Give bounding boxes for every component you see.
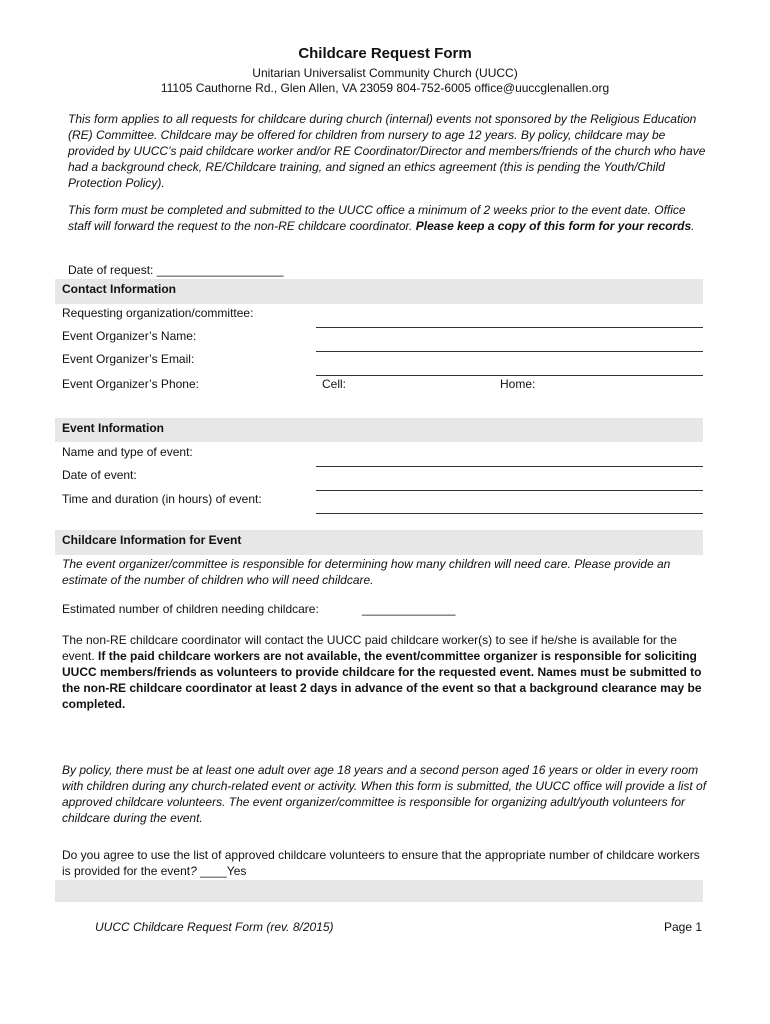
- requesting-org-label: Requesting organization/committee:: [62, 306, 254, 320]
- church-address: 11105 Cauthorne Rd., Glen Allen, VA 23059 804-752-6005 office@uuccglenallen.org: [160, 81, 610, 95]
- submission-paragraph: [68, 202, 708, 234]
- event-date-label: Date of event:: [62, 468, 137, 482]
- contact-section-header: [55, 279, 703, 304]
- submission-period: .: [691, 219, 695, 233]
- organizer-name-label: Event Organizer’s Name:: [62, 329, 197, 343]
- bottom-shaded-band: [55, 880, 703, 902]
- event-time-line[interactable]: [316, 513, 703, 514]
- footer-form-revision: UUCC Childcare Request Form (rev. 8/2015): [95, 920, 334, 934]
- childcare-section-header: [55, 530, 703, 555]
- agreement-text: Do you agree to use the list of approved childcare volunteers to ensure that the appropriate number of childcare workers is provided for the event: [62, 848, 700, 878]
- contact-heading: Contact Information: [62, 282, 176, 296]
- event-name-label: Name and type of event:: [62, 445, 193, 459]
- agreement-yes-blank[interactable]: ____Yes: [196, 864, 247, 878]
- estimate-note: The event organizer/committee is responsible for determining how many children will need care. Please provide an estimate of the number of children who will need childcare.: [62, 557, 671, 587]
- event-heading: Event Information: [62, 421, 165, 435]
- policy-paragraph: By policy, there must be at least one adult over age 18 years and a second person aged 16 years or older in every room with children during any church-related event or activity. When this form is submitted, the UUCC office will provide a list of approved childcare volunteers. The event organizer/committee is responsible for organizing adult/youth volunteers for childcare during the event.: [62, 763, 707, 825]
- organizer-phone-line[interactable]: [316, 375, 703, 376]
- volunteer-responsibility-text: If the paid childcare workers are not available, the event/committee organizer is responsible for soliciting UUCC members/friends as volunteers to provide childcare for the requested event. Names must be submitted to the non-RE childcare coordinator at least 2 days in advance of the event so that a background clearance may be completed.: [62, 649, 702, 711]
- submission-text: This form must be completed and submitted to the UUCC office a minimum of 2 weeks prior to the event date. Office staff will forward the request to the non-RE childcare coordinator.: [68, 203, 686, 233]
- cell-phone-label: Cell:: [322, 377, 347, 391]
- coordinator-paragraph: [62, 632, 707, 712]
- church-name: Unitarian Universalist Community Church (UUCC): [252, 66, 518, 80]
- date-of-request-field[interactable]: Date of request: ___________________: [68, 263, 284, 277]
- agreement-question[interactable]: [62, 847, 707, 879]
- agreement-qmark: ?: [190, 864, 197, 878]
- estimated-children-label: Estimated number of children needing childcare:: [62, 602, 319, 616]
- footer-page-number: Page 1: [664, 920, 703, 934]
- event-time-label: Time and duration (in hours) of event:: [62, 492, 262, 506]
- organizer-phone-label: Event Organizer’s Phone:: [62, 377, 199, 391]
- event-date-line[interactable]: [316, 490, 703, 491]
- organizer-email-label: Event Organizer’s Email:: [62, 352, 195, 366]
- intro-paragraph: This form applies to all requests for childcare during church (internal) events not sponsored by the Religious Education (RE) Committee. Childcare may be offered for children from nursery to age 12 years. By policy, childcare may be provided by UUCC’s paid childcare worker and/or RE Coordinator/Director and members/friends of the church who have had a background check, RE/Childcare training, and signed an ethics agreement (this is pending the Youth/Child Protection Policy).: [68, 112, 706, 190]
- childcare-heading: Childcare Information for Event: [62, 533, 242, 547]
- form-title: Childcare Request Form: [298, 45, 472, 62]
- organizer-email-line[interactable]: [316, 351, 703, 352]
- home-phone-label: Home:: [500, 377, 536, 391]
- coordinator-text: The non-RE childcare coordinator will contact the UUCC paid childcare worker(s) to see if he/she is available for the event.: [62, 633, 677, 663]
- keep-copy-note: Please keep a copy of this form for your records: [415, 219, 692, 233]
- estimated-children-field[interactable]: ______________: [362, 602, 456, 616]
- organizer-name-line[interactable]: [316, 327, 703, 328]
- event-name-line[interactable]: [316, 466, 703, 467]
- event-section-header: [55, 418, 703, 442]
